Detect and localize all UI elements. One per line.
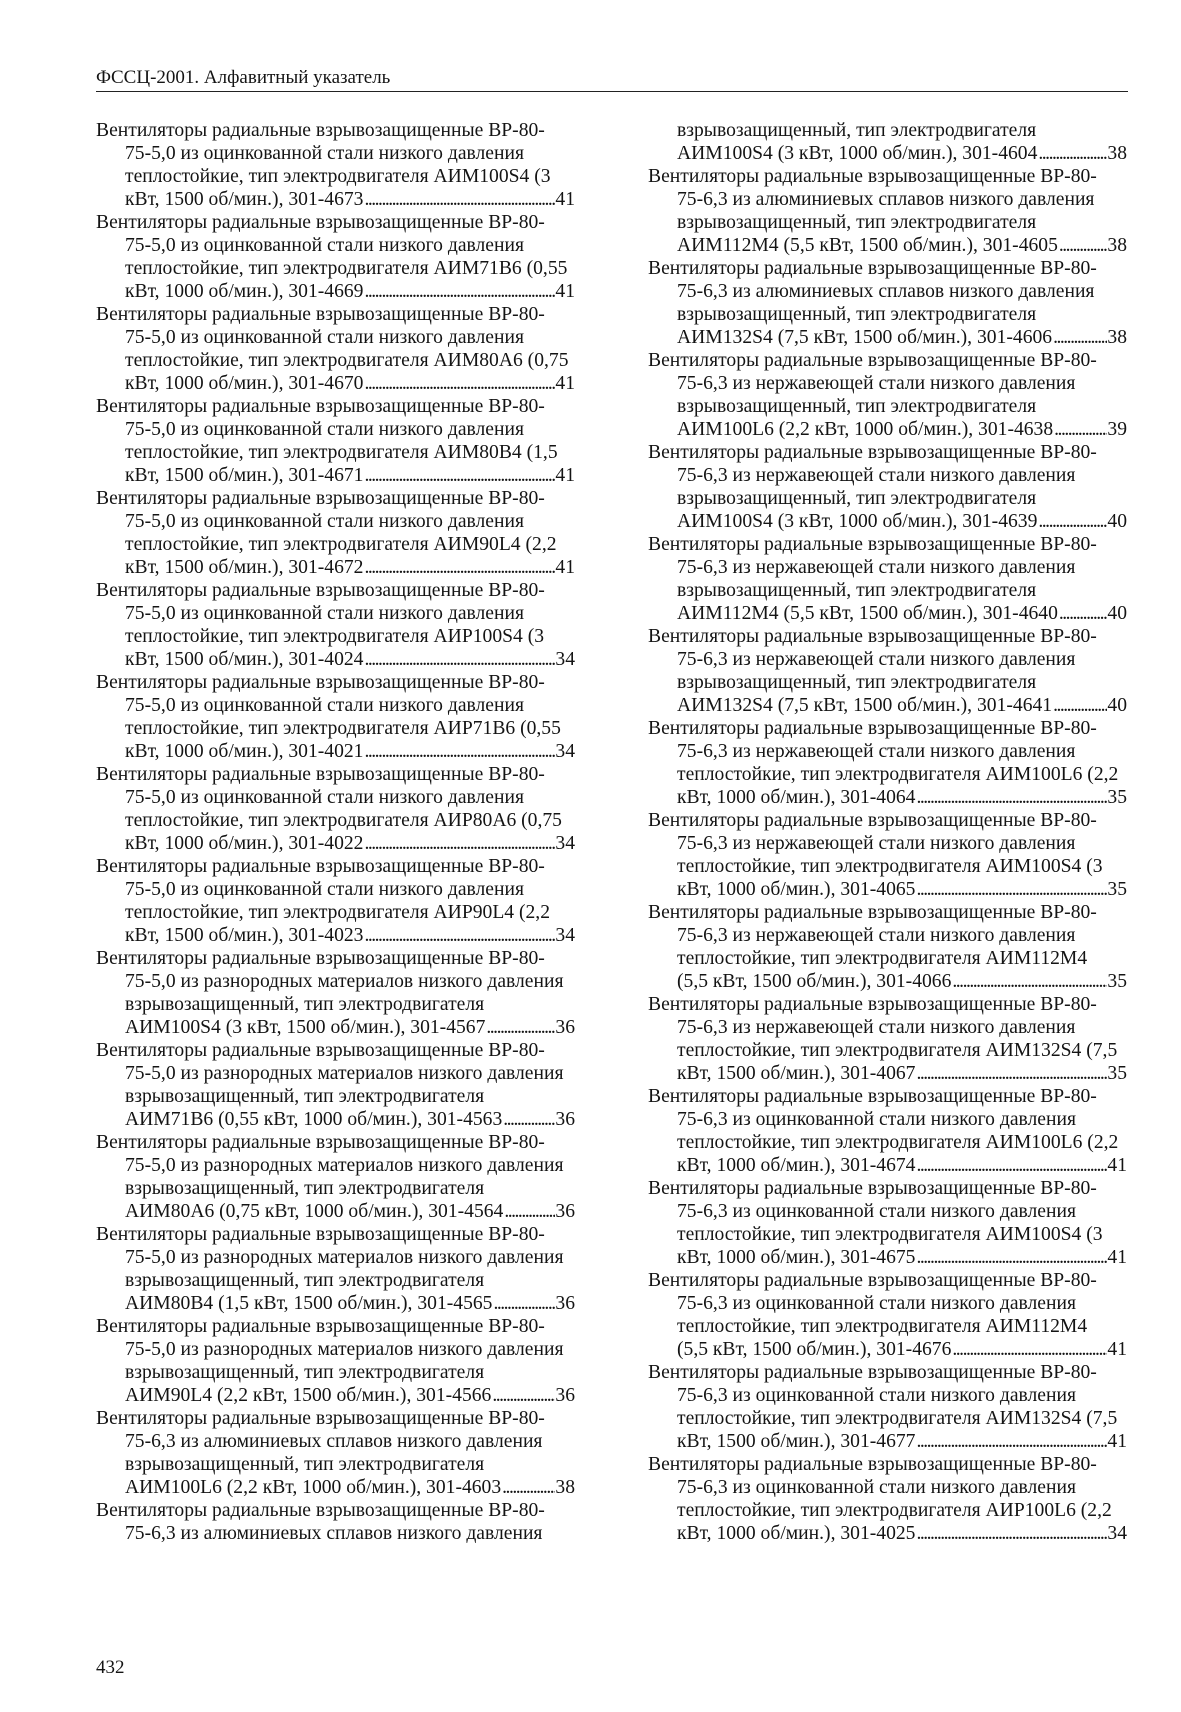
index-entry bbox=[648, 901, 1127, 993]
entry-line: 75-5,0 из разнородных материалов низкого давления bbox=[125, 1339, 564, 1360]
entry-line: теплостойкие, тип электродвигателя АИМ100L6 (2,2 bbox=[677, 1132, 1119, 1153]
entry-line: теплостойкие, тип электродвигателя АИР71В6 (0,55 bbox=[125, 718, 561, 739]
index-entry bbox=[96, 671, 575, 763]
entry-line: Вентиляторы радиальные взрывозащищенные ВР-80- bbox=[96, 1224, 545, 1245]
entry-text: кВт, 1500 об/мин.), 301-4024 bbox=[125, 649, 364, 670]
entry-line bbox=[96, 648, 575, 671]
entry-line: 75-6,3 из алюминиевых сплавов низкого давления bbox=[677, 189, 1095, 210]
entry-line bbox=[648, 142, 1127, 165]
dot-leader bbox=[363, 740, 555, 763]
entry-line: Вентиляторы радиальные взрывозащищенные ВР-80- bbox=[648, 994, 1097, 1015]
entry-line: 75-5,0 из оцинкованной стали низкого давления bbox=[125, 235, 524, 256]
entry-line bbox=[648, 1430, 1127, 1453]
entry-line bbox=[648, 1522, 1127, 1545]
entry-line bbox=[96, 280, 575, 303]
index-entry bbox=[96, 1407, 575, 1499]
entry-line: 75-5,0 из оцинкованной стали низкого давления bbox=[125, 511, 524, 532]
entry-line: Вентиляторы радиальные взрывозащищенные ВР-80- bbox=[648, 350, 1097, 371]
entry-line: взрывозащищенный, тип электродвигателя bbox=[125, 1086, 485, 1107]
entry-text: кВт, 1500 об/мин.), 301-4673 bbox=[125, 189, 364, 210]
running-header: ФССЦ-2001. Алфавитный указатель bbox=[96, 67, 391, 88]
entry-line: Вентиляторы радиальные взрывозащищенные ВР-80- bbox=[96, 304, 545, 325]
entry-line bbox=[648, 786, 1127, 809]
entry-text: (5,5 кВт, 1500 об/мин.), 301-4676 bbox=[677, 1339, 952, 1360]
index-entry bbox=[96, 1223, 575, 1315]
entry-line: 75-6,3 из нержавеющей стали низкого давления bbox=[677, 557, 1076, 578]
entry-line: Вентиляторы радиальные взрывозащищенные ВР-80- bbox=[96, 120, 545, 141]
entry-text: кВт, 1500 об/мин.), 301-4677 bbox=[677, 1431, 916, 1452]
entry-page-ref: 34 bbox=[555, 925, 575, 946]
index-entry bbox=[648, 1177, 1127, 1269]
entry-line: 75-6,3 из оцинкованной стали низкого давления bbox=[677, 1293, 1076, 1314]
entry-page-ref: 41 bbox=[555, 281, 575, 302]
dot-leader bbox=[1053, 418, 1107, 441]
entry-line: 75-5,0 из оцинкованной стали низкого давления bbox=[125, 787, 524, 808]
entry-text: АИМ90L4 (2,2 кВт, 1500 об/мин.), 301-4566 bbox=[125, 1385, 492, 1406]
dot-leader bbox=[363, 648, 555, 671]
entry-page-ref: 34 bbox=[555, 649, 575, 670]
entry-line bbox=[648, 418, 1127, 441]
dot-leader bbox=[1037, 510, 1107, 533]
entry-line: 75-6,3 из алюминиевых сплавов низкого давления bbox=[125, 1431, 543, 1452]
entry-text: АИМ100S4 (3 кВт, 1000 об/мин.), 301-4639 bbox=[677, 511, 1038, 532]
entry-line bbox=[648, 1338, 1127, 1361]
dot-leader bbox=[491, 1384, 555, 1407]
entry-line: 75-6,3 из оцинкованной стали низкого давления bbox=[677, 1109, 1076, 1130]
entry-line: 75-5,0 из оцинкованной стали низкого давления bbox=[125, 879, 524, 900]
entry-line: теплостойкие, тип электродвигателя АИМ100S4 (3 bbox=[677, 856, 1103, 877]
entry-text: кВт, 1000 об/мин.), 301-4064 bbox=[677, 787, 916, 808]
entry-text: кВт, 1500 об/мин.), 301-4023 bbox=[125, 925, 364, 946]
entry-text: кВт, 1000 об/мин.), 301-4670 bbox=[125, 373, 364, 394]
entry-line: 75-6,3 из нержавеющей стали низкого давления bbox=[677, 1017, 1076, 1038]
entry-page-ref: 35 bbox=[1107, 1063, 1127, 1084]
dot-leader bbox=[915, 1062, 1107, 1085]
entry-line: 75-5,0 из разнородных материалов низкого давления bbox=[125, 971, 564, 992]
index-entry bbox=[648, 257, 1127, 349]
entry-text: АИМ80В4 (1,5 кВт, 1500 об/мин.), 301-4565 bbox=[125, 1293, 493, 1314]
entry-text: АИМ132S4 (7,5 кВт, 1500 об/мин.), 301-4606 bbox=[677, 327, 1053, 348]
entry-line: Вентиляторы радиальные взрывозащищенные ВР-80- bbox=[648, 810, 1097, 831]
entry-line: 75-5,0 из разнородных материалов низкого давления bbox=[125, 1063, 564, 1084]
entry-text: АИМ132S4 (7,5 кВт, 1500 об/мин.), 301-4641 bbox=[677, 695, 1053, 716]
entry-line bbox=[648, 602, 1127, 625]
dot-leader bbox=[1052, 694, 1107, 717]
entry-line: Вентиляторы радиальные взрывозащищенные ВР-80- bbox=[96, 672, 545, 693]
entry-line: Вентиляторы радиальные взрывозащищенные ВР-80- bbox=[96, 1040, 545, 1061]
dot-leader bbox=[492, 1292, 555, 1315]
entry-line: Вентиляторы радиальные взрывозащищенные ВР-80- bbox=[96, 1132, 545, 1153]
page-number: 432 bbox=[96, 1657, 125, 1678]
entry-text: кВт, 1000 об/мин.), 301-4669 bbox=[125, 281, 364, 302]
entry-line: Вентиляторы радиальные взрывозащищенные ВР-80- bbox=[648, 1454, 1097, 1475]
entry-text: АИМ100S4 (3 кВт, 1000 об/мин.), 301-4604 bbox=[677, 143, 1038, 164]
entry-line: теплостойкие, тип электродвигателя АИМ100S4 (3 bbox=[677, 1224, 1103, 1245]
entry-line bbox=[96, 832, 575, 855]
dot-leader bbox=[1058, 234, 1108, 257]
index-entry bbox=[648, 533, 1127, 625]
entry-text: кВт, 1000 об/мин.), 301-4021 bbox=[125, 741, 364, 762]
entry-line: 75-6,3 из нержавеющей стали низкого давления bbox=[677, 741, 1076, 762]
entry-line: Вентиляторы радиальные взрывозащищенные ВР-80- bbox=[96, 1316, 545, 1337]
entry-page-ref: 36 bbox=[555, 1109, 575, 1130]
entry-text: АИМ100L6 (2,2 кВт, 1000 об/мин.), 301-4638 bbox=[677, 419, 1054, 440]
index-entry bbox=[96, 855, 575, 947]
index-entry bbox=[648, 993, 1127, 1085]
index-entry bbox=[648, 1269, 1127, 1361]
index-entry bbox=[648, 1361, 1127, 1453]
index-entry bbox=[96, 303, 575, 395]
entry-line: взрывозащищенный, тип электродвигателя bbox=[125, 1270, 485, 1291]
entry-line: теплостойкие, тип электродвигателя АИМ100S4 (3 bbox=[125, 166, 551, 187]
entry-line: теплостойкие, тип электродвигателя АИМ80А6 (0,75 bbox=[125, 350, 569, 371]
entry-line: 75-6,3 из алюминиевых сплавов низкого давления bbox=[677, 281, 1095, 302]
dot-leader bbox=[1037, 142, 1107, 165]
entry-line: теплостойкие, тип электродвигателя АИР100S4 (3 bbox=[125, 626, 545, 647]
entry-line bbox=[648, 326, 1127, 349]
entry-line: 75-6,3 из нержавеющей стали низкого давления bbox=[677, 465, 1076, 486]
entry-line: взрывозащищенный, тип электродвигателя bbox=[125, 1454, 485, 1475]
entry-text: (5,5 кВт, 1500 об/мин.), 301-4066 bbox=[677, 971, 952, 992]
entry-line: 75-5,0 из разнородных материалов низкого давления bbox=[125, 1155, 564, 1176]
entry-line: 75-6,3 из оцинкованной стали низкого давления bbox=[677, 1201, 1076, 1222]
entry-line: 75-5,0 из оцинкованной стали низкого давления bbox=[125, 327, 524, 348]
entry-page-ref: 38 bbox=[1107, 143, 1127, 164]
entry-line: теплостойкие, тип электродвигателя АИР80А6 (0,75 bbox=[125, 810, 562, 831]
entry-page-ref: 41 bbox=[555, 373, 575, 394]
index-entry bbox=[648, 809, 1127, 901]
entry-line: теплостойкие, тип электродвигателя АИМ90L4 (2,2 bbox=[125, 534, 557, 555]
entry-page-ref: 36 bbox=[555, 1293, 575, 1314]
dot-leader bbox=[363, 556, 555, 579]
index-entry bbox=[96, 1131, 575, 1223]
entry-line: Вентиляторы радиальные взрывозащищенные ВР-80- bbox=[648, 626, 1097, 647]
entry-line: теплостойкие, тип электродвигателя АИМ80В4 (1,5 bbox=[125, 442, 558, 463]
entry-text: кВт, 1000 об/мин.), 301-4675 bbox=[677, 1247, 916, 1268]
entry-line: 75-6,3 из нержавеющей стали низкого давления bbox=[677, 373, 1076, 394]
entry-line: Вентиляторы радиальные взрывозащищенные ВР-80- bbox=[648, 258, 1097, 279]
entry-line: 75-5,0 из оцинкованной стали низкого давления bbox=[125, 419, 524, 440]
entry-line: взрывозащищенный, тип электродвигателя bbox=[125, 1362, 485, 1383]
entry-page-ref: 36 bbox=[555, 1385, 575, 1406]
dot-leader bbox=[1052, 326, 1107, 349]
entry-page-ref: 35 bbox=[1107, 971, 1127, 992]
entry-line: 75-6,3 из алюминиевых сплавов низкого давления bbox=[125, 1523, 543, 1544]
entry-text: кВт, 1000 об/мин.), 301-4022 bbox=[125, 833, 364, 854]
entry-line bbox=[96, 1016, 575, 1039]
entry-text: АИМ112М4 (5,5 кВт, 1500 об/мин.), 301-4640 bbox=[677, 603, 1058, 624]
entry-line: теплостойкие, тип электродвигателя АИМ71В6 (0,55 bbox=[125, 258, 568, 279]
entry-page-ref: 41 bbox=[1107, 1339, 1127, 1360]
entry-line: Вентиляторы радиальные взрывозащищенные ВР-80- bbox=[648, 534, 1097, 555]
entry-line: Вентиляторы радиальные взрывозащищенные ВР-80- bbox=[648, 1270, 1097, 1291]
index-entry bbox=[96, 487, 575, 579]
entry-page-ref: 36 bbox=[555, 1017, 575, 1038]
entry-line: Вентиляторы радиальные взрывозащищенные ВР-80- bbox=[648, 1086, 1097, 1107]
entry-line: Вентиляторы радиальные взрывозащищенные ВР-80- bbox=[648, 902, 1097, 923]
entry-text: кВт, 1000 об/мин.), 301-4025 bbox=[677, 1523, 916, 1544]
entry-page-ref: 40 bbox=[1107, 511, 1127, 532]
index-entry bbox=[648, 1453, 1127, 1545]
entry-line: взрывозащищенный, тип электродвигателя bbox=[125, 994, 485, 1015]
dot-leader bbox=[951, 970, 1107, 993]
entry-line bbox=[96, 556, 575, 579]
entry-line bbox=[648, 694, 1127, 717]
dot-leader bbox=[363, 832, 555, 855]
entry-line bbox=[96, 1200, 575, 1223]
index-entry bbox=[648, 625, 1127, 717]
entry-line: 75-5,0 из оцинкованной стали низкого давления bbox=[125, 603, 524, 624]
index-column-left bbox=[96, 119, 575, 1545]
entry-line: 75-6,3 из оцинкованной стали низкого давления bbox=[677, 1477, 1076, 1498]
entry-line: Вентиляторы радиальные взрывозащищенные ВР-80- bbox=[96, 396, 545, 417]
index-entry bbox=[96, 119, 575, 211]
entry-page-ref: 41 bbox=[555, 465, 575, 486]
entry-line: Вентиляторы радиальные взрывозащищенные ВР-80- bbox=[648, 442, 1097, 463]
entry-line: 75-6,3 из нержавеющей стали низкого давления bbox=[677, 925, 1076, 946]
dot-leader bbox=[501, 1476, 555, 1499]
dot-leader bbox=[915, 878, 1107, 901]
dot-leader bbox=[363, 188, 555, 211]
index-entry bbox=[96, 211, 575, 303]
dot-leader bbox=[951, 1338, 1107, 1361]
entry-line: Вентиляторы радиальные взрывозащищенные ВР-80- bbox=[648, 718, 1097, 739]
entry-line bbox=[96, 924, 575, 947]
entry-page-ref: 34 bbox=[555, 741, 575, 762]
index-entry bbox=[648, 1085, 1127, 1177]
dot-leader bbox=[915, 1154, 1107, 1177]
entry-page-ref: 41 bbox=[1107, 1431, 1127, 1452]
entry-page-ref: 38 bbox=[555, 1477, 575, 1498]
entry-text: АИМ112М4 (5,5 кВт, 1500 об/мин.), 301-4605 bbox=[677, 235, 1058, 256]
entry-line: 75-5,0 из оцинкованной стали низкого давления bbox=[125, 143, 524, 164]
entry-line: взрывозащищенный, тип электродвигателя bbox=[677, 304, 1037, 325]
entry-line: теплостойкие, тип электродвигателя АИР100L6 (2,2 bbox=[677, 1500, 1112, 1521]
entry-text: кВт, 1000 об/мин.), 301-4065 bbox=[677, 879, 916, 900]
entry-line: теплостойкие, тип электродвигателя АИМ132S4 (7,5 bbox=[677, 1408, 1118, 1429]
entry-page-ref: 35 bbox=[1107, 787, 1127, 808]
entry-page-ref: 38 bbox=[1107, 327, 1127, 348]
entry-line: 75-6,3 из нержавеющей стали низкого давления bbox=[677, 833, 1076, 854]
index-entry bbox=[96, 1039, 575, 1131]
entry-line bbox=[96, 464, 575, 487]
index-entry bbox=[648, 119, 1127, 165]
entry-page-ref: 41 bbox=[1107, 1155, 1127, 1176]
entry-text: кВт, 1500 об/мин.), 301-4067 bbox=[677, 1063, 916, 1084]
dot-leader bbox=[502, 1108, 555, 1131]
entry-page-ref: 38 bbox=[1107, 235, 1127, 256]
entry-line: Вентиляторы радиальные взрывозащищенные ВР-80- bbox=[648, 1362, 1097, 1383]
entry-line: теплостойкие, тип электродвигателя АИМ100L6 (2,2 bbox=[677, 764, 1119, 785]
entry-line bbox=[648, 970, 1127, 993]
entry-page-ref: 41 bbox=[555, 189, 575, 210]
index-entry bbox=[96, 395, 575, 487]
entry-line: взрывозащищенный, тип электродвигателя bbox=[677, 120, 1037, 141]
index-entry bbox=[96, 763, 575, 855]
entry-line: взрывозащищенный, тип электродвигателя bbox=[677, 212, 1037, 233]
entry-text: кВт, 1500 об/мин.), 301-4671 bbox=[125, 465, 364, 486]
entry-page-ref: 39 bbox=[1107, 419, 1127, 440]
entry-line: теплостойкие, тип электродвигателя АИР90L4 (2,2 bbox=[125, 902, 550, 923]
entry-line: взрывозащищенный, тип электродвигателя bbox=[677, 580, 1037, 601]
entry-line: теплостойкие, тип электродвигателя АИМ112М4 bbox=[677, 948, 1088, 969]
dot-leader bbox=[485, 1016, 555, 1039]
entry-line: взрывозащищенный, тип электродвигателя bbox=[677, 672, 1037, 693]
entry-line: Вентиляторы радиальные взрывозащищенные ВР-80- bbox=[96, 856, 545, 877]
entry-line: Вентиляторы радиальные взрывозащищенные ВР-80- bbox=[96, 948, 545, 969]
entry-line bbox=[648, 878, 1127, 901]
index-entry bbox=[648, 349, 1127, 441]
entry-line bbox=[96, 1476, 575, 1499]
dot-leader bbox=[915, 1246, 1107, 1269]
entry-line: Вентиляторы радиальные взрывозащищенные ВР-80- bbox=[96, 1408, 545, 1429]
entry-page-ref: 40 bbox=[1107, 695, 1127, 716]
index-entry bbox=[96, 579, 575, 671]
index-entry bbox=[648, 717, 1127, 809]
entry-line: Вентиляторы радиальные взрывозащищенные ВР-80- bbox=[648, 1178, 1097, 1199]
entry-line bbox=[96, 372, 575, 395]
entry-line: взрывозащищенный, тип электродвигателя bbox=[125, 1178, 485, 1199]
entry-line bbox=[96, 1108, 575, 1131]
entry-text: АИМ71В6 (0,55 кВт, 1000 об/мин.), 301-4563 bbox=[125, 1109, 503, 1130]
index-entry bbox=[96, 947, 575, 1039]
entry-line: взрывозащищенный, тип электродвигателя bbox=[677, 396, 1037, 417]
entry-text: АИМ100S4 (3 кВт, 1500 об/мин.), 301-4567 bbox=[125, 1017, 486, 1038]
entry-line bbox=[96, 188, 575, 211]
entry-line bbox=[648, 234, 1127, 257]
entry-line bbox=[648, 510, 1127, 533]
dot-leader bbox=[1058, 602, 1108, 625]
dot-leader bbox=[915, 1522, 1107, 1545]
entry-line: теплостойкие, тип электродвигателя АИМ112М4 bbox=[677, 1316, 1088, 1337]
dot-leader bbox=[363, 464, 555, 487]
index-entry bbox=[96, 1315, 575, 1407]
header-rule bbox=[96, 91, 1128, 92]
entry-line: Вентиляторы радиальные взрывозащищенные ВР-80- bbox=[648, 166, 1097, 187]
entry-page-ref: 35 bbox=[1107, 879, 1127, 900]
entry-text: кВт, 1500 об/мин.), 301-4672 bbox=[125, 557, 364, 578]
entry-line bbox=[96, 740, 575, 763]
entry-text: кВт, 1000 об/мин.), 301-4674 bbox=[677, 1155, 916, 1176]
dot-leader bbox=[363, 372, 555, 395]
entry-line bbox=[648, 1062, 1127, 1085]
index-entry bbox=[96, 1499, 575, 1545]
entry-line bbox=[648, 1246, 1127, 1269]
entry-line: 75-5,0 из разнородных материалов низкого давления bbox=[125, 1247, 564, 1268]
dot-leader bbox=[915, 786, 1107, 809]
entry-text: АИМ100L6 (2,2 кВт, 1000 об/мин.), 301-4603 bbox=[125, 1477, 502, 1498]
entry-line: Вентиляторы радиальные взрывозащищенные ВР-80- bbox=[96, 1500, 545, 1521]
entry-line: теплостойкие, тип электродвигателя АИМ132S4 (7,5 bbox=[677, 1040, 1118, 1061]
entry-page-ref: 41 bbox=[555, 557, 575, 578]
entry-line: Вентиляторы радиальные взрывозащищенные ВР-80- bbox=[96, 212, 545, 233]
entry-line: Вентиляторы радиальные взрывозащищенные ВР-80- bbox=[96, 764, 545, 785]
entry-text: АИМ80А6 (0,75 кВт, 1000 об/мин.), 301-4564 bbox=[125, 1201, 504, 1222]
entry-page-ref: 36 bbox=[555, 1201, 575, 1222]
entry-page-ref: 34 bbox=[1107, 1523, 1127, 1544]
index-entry bbox=[648, 441, 1127, 533]
dot-leader bbox=[503, 1200, 555, 1223]
entry-line bbox=[96, 1384, 575, 1407]
entry-line: 75-6,3 из оцинкованной стали низкого давления bbox=[677, 1385, 1076, 1406]
entry-line: 75-6,3 из нержавеющей стали низкого давления bbox=[677, 649, 1076, 670]
index-column-right bbox=[648, 119, 1127, 1545]
entry-line bbox=[96, 1292, 575, 1315]
entry-line bbox=[648, 1154, 1127, 1177]
index-entry bbox=[648, 165, 1127, 257]
entry-page-ref: 41 bbox=[1107, 1247, 1127, 1268]
entry-page-ref: 40 bbox=[1107, 603, 1127, 624]
entry-page-ref: 34 bbox=[555, 833, 575, 854]
entry-line: Вентиляторы радиальные взрывозащищенные ВР-80- bbox=[96, 580, 545, 601]
entry-line: Вентиляторы радиальные взрывозащищенные ВР-80- bbox=[96, 488, 545, 509]
entry-line: 75-5,0 из оцинкованной стали низкого давления bbox=[125, 695, 524, 716]
dot-leader bbox=[363, 280, 555, 303]
entry-line: взрывозащищенный, тип электродвигателя bbox=[677, 488, 1037, 509]
dot-leader bbox=[915, 1430, 1107, 1453]
dot-leader bbox=[363, 924, 555, 947]
